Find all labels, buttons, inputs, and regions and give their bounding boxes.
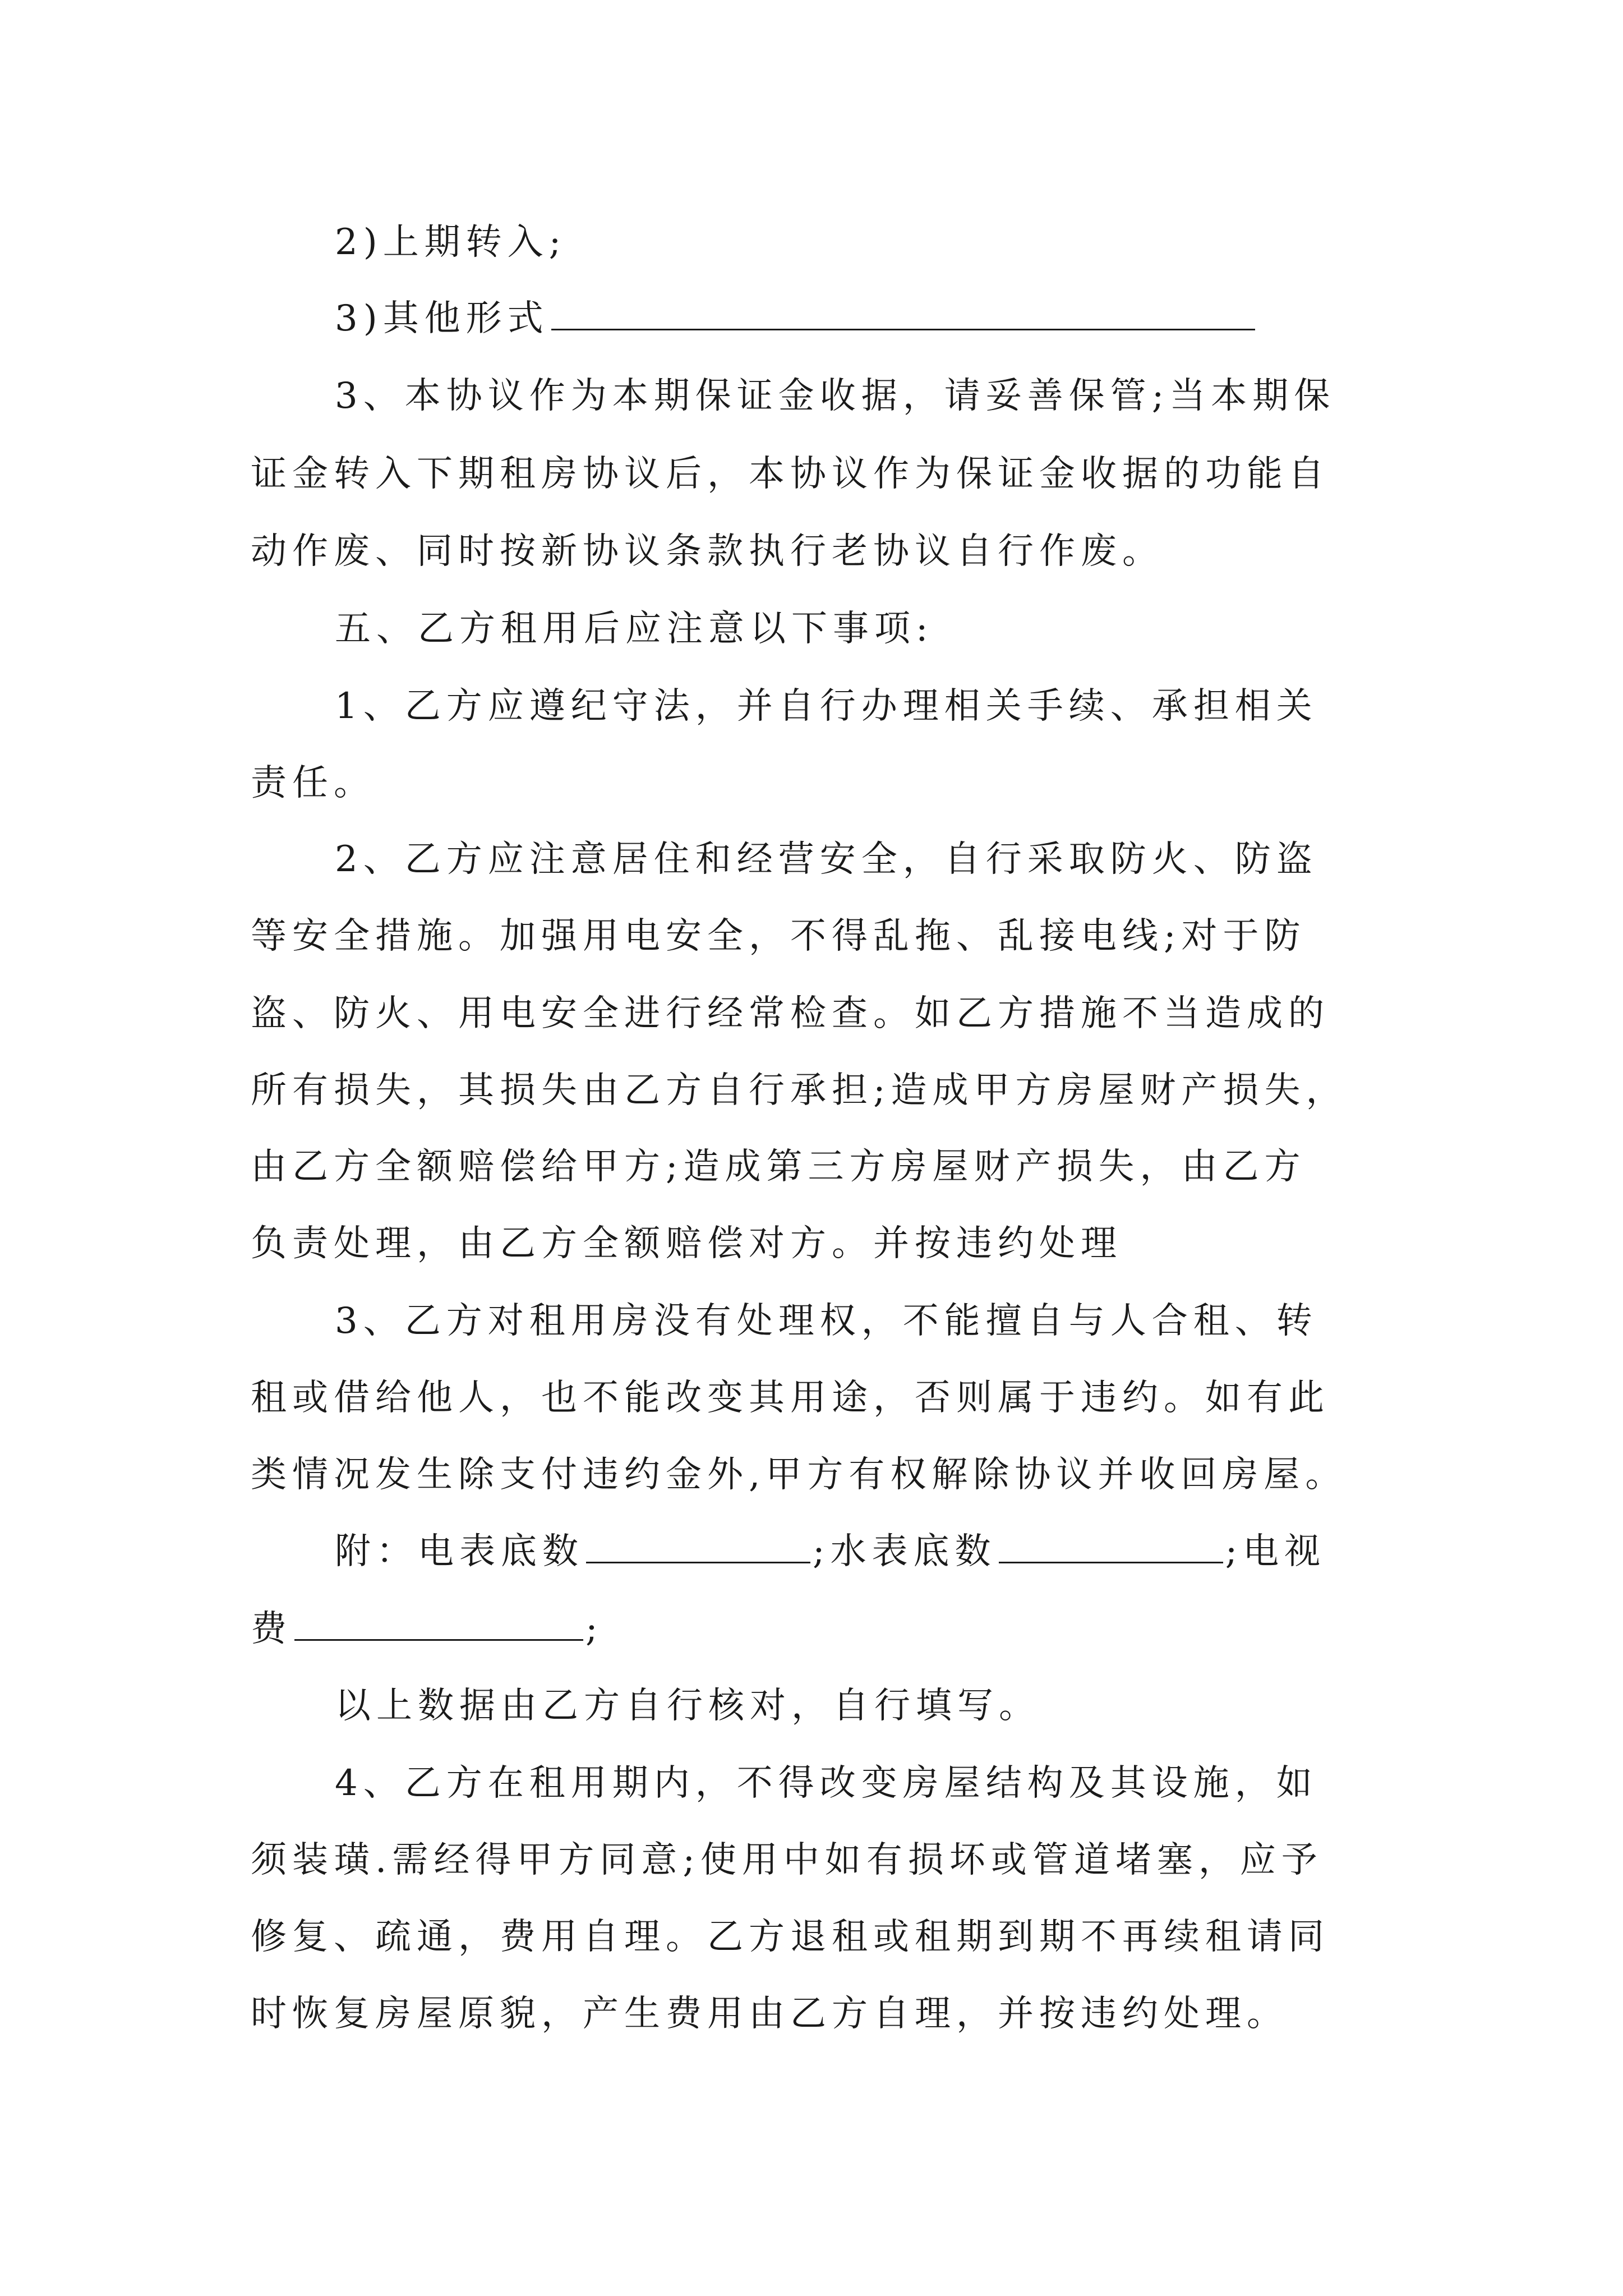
tv-fee-blank[interactable] <box>294 1607 583 1641</box>
text-line: 租或借给他人，也不能改变其用途，否则属于违约。如有此 <box>251 1377 1330 1419</box>
text-line: 时恢复房屋原貌，产生费用由乙方自理，并按违约处理。 <box>251 1993 1288 2035</box>
text-line: 负责处理，由乙方全额赔偿对方。并按违约处理 <box>251 1223 1122 1264</box>
meter-label-electric: 附：电表底数 <box>335 1531 584 1572</box>
section-heading: 五、乙方租用后应注意以下事项: <box>335 608 934 650</box>
meter-label-tv: ;电视 <box>1225 1531 1326 1572</box>
text-line: 动作废、同时按新协议条款执行老协议自行作废。 <box>251 531 1164 572</box>
fee-suffix: ; <box>585 1608 603 1650</box>
text-line-with-blank <box>335 296 1257 341</box>
text-line: 所有损失，其损失由乙方自行承担;造成甲方房屋财产损失， <box>251 1070 1348 1111</box>
text-line: 4、乙方在租用期内，不得改变房屋结构及其设施，如 <box>335 1763 1318 1804</box>
fill-in-blank[interactable] <box>551 296 1255 330</box>
text-line: 修复、疏通，费用自理。乙方退租或租期到期不再续租请同 <box>251 1916 1330 1958</box>
text-line: 等安全措施。加强用电安全，不得乱拖、乱接电线;对于防 <box>251 915 1306 957</box>
meter-label-water: ;水表底数 <box>813 1531 997 1572</box>
water-meter-blank[interactable] <box>999 1529 1223 1563</box>
text-line: 2)上期转入; <box>335 222 567 263</box>
text-line: 证金转入下期租房协议后，本协议作为保证金收据的功能自 <box>251 453 1330 495</box>
text-line: 3、本协议作为本期保证金收据，请妥善保管;当本期保 <box>335 375 1336 417</box>
text-line: 以上数据由乙方自行核对，自行填写。 <box>335 1685 1040 1727</box>
meter-readings-line <box>335 1529 1326 1574</box>
electric-meter-blank[interactable] <box>586 1529 810 1563</box>
text-line: 类情况发生除支付违约金外,甲方有权解除协议并收回房屋。 <box>251 1454 1347 1496</box>
text-line: 3、乙方对租用房没有处理权，不能擅自与人合租、转 <box>335 1300 1318 1342</box>
text-line: 1、乙方应遵纪守法，并自行办理相关手续、承担相关 <box>335 685 1318 727</box>
text-line: 2、乙方应注意居住和经营安全，自行采取防火、防盗 <box>335 839 1318 880</box>
text-line: 由乙方全额赔偿给甲方;造成第三方房屋财产损失，由乙方 <box>251 1146 1306 1188</box>
text-line: 须装璜.需经得甲方同意;使用中如有损坏或管道堵塞，应予 <box>251 1839 1323 1881</box>
text-fragment: 3)其他形式 <box>335 298 549 339</box>
fee-label: 费 <box>251 1608 292 1650</box>
tv-fee-line <box>251 1607 603 1651</box>
text-line: 责任。 <box>251 762 375 804</box>
text-line: 盗、防火、用电安全进行经常检查。如乙方措施不当造成的 <box>251 993 1330 1034</box>
